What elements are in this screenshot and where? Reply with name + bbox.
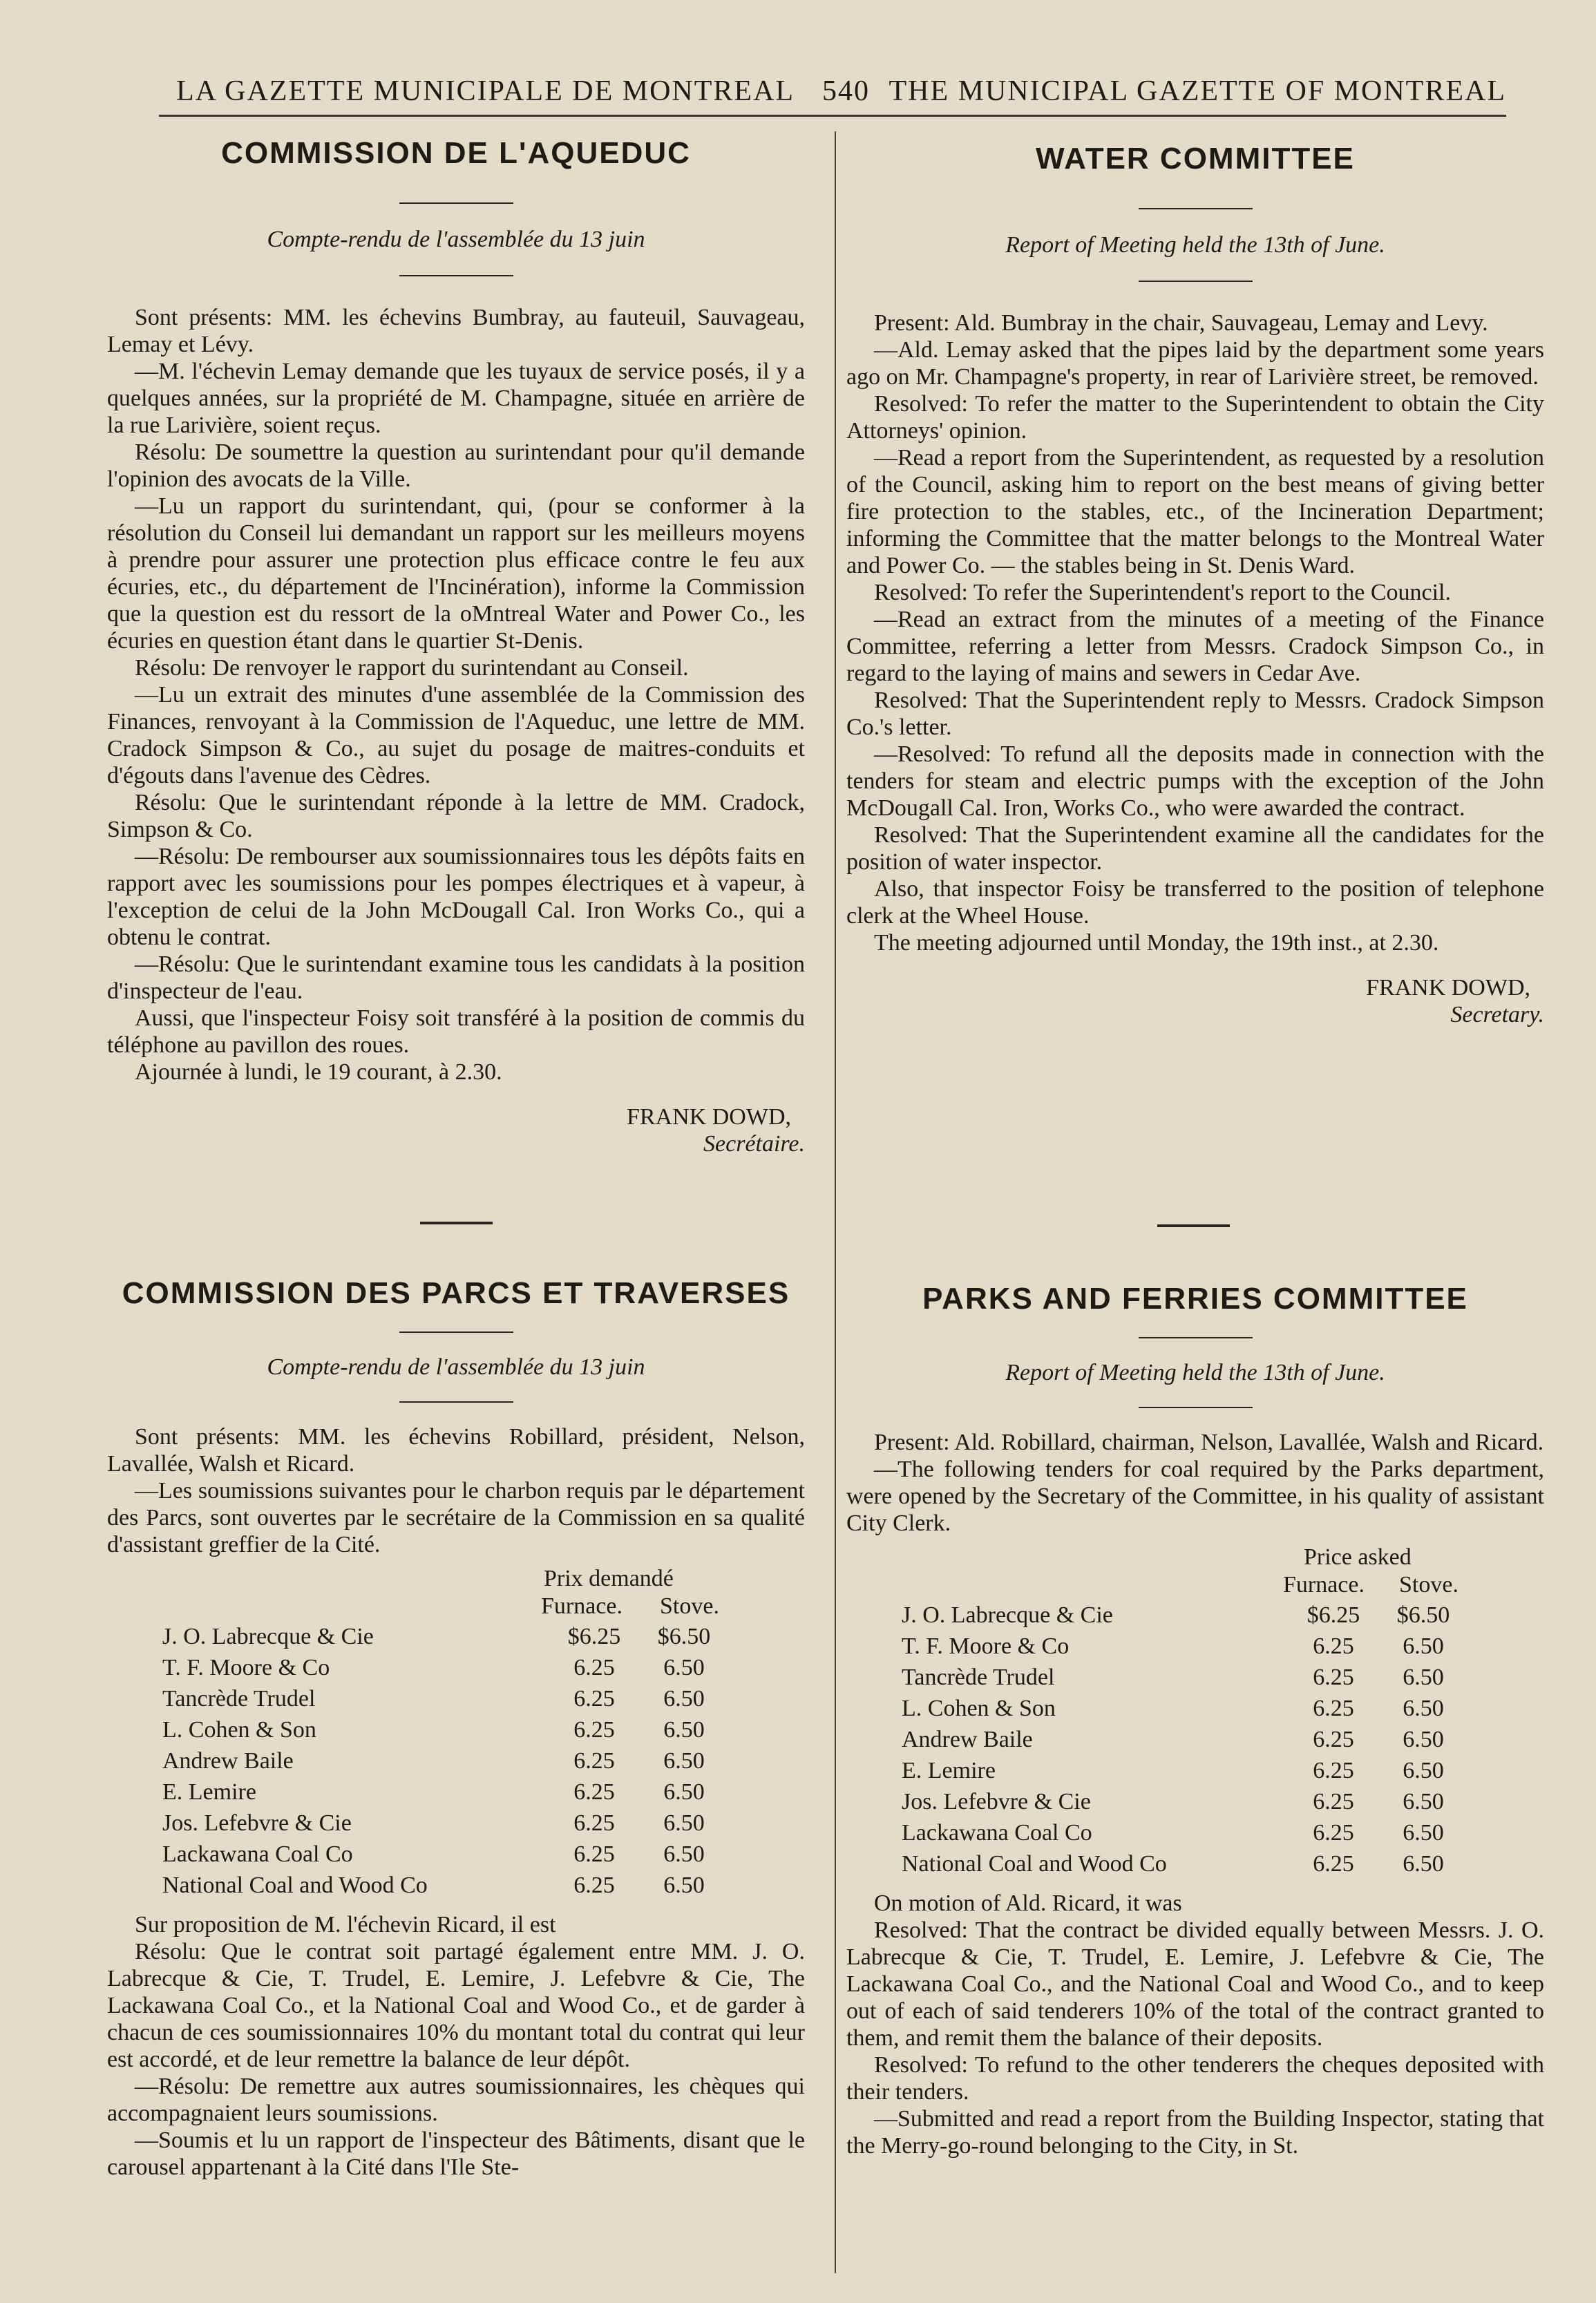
section-en-parks <box>846 1282 1544 2159</box>
furnace-price: 6.25 <box>1313 1758 1354 1783</box>
tender-row <box>902 1849 1468 1880</box>
paragraph: —Résolu: De remettre aux autres soumissionnaires, les chèques qui accompagnaient leurs soumissions. <box>107 2074 805 2126</box>
title-rule <box>399 202 513 204</box>
tender-row <box>902 1756 1468 1787</box>
paragraph: Present: Ald. Robillard, chairman, Nelson, Lavallée, Walsh and Ricard. <box>874 1430 1544 1455</box>
minutes-text <box>846 1429 1544 1537</box>
furnace-price: 6.25 <box>1313 1820 1354 1846</box>
section-subtitle: Report of Meeting held the 13th of June. <box>1005 232 1385 258</box>
header-title-fr: LA GAZETTE MUNICIPALE DE MONTREAL <box>176 75 795 107</box>
stove-price: 6.50 <box>663 1748 705 1774</box>
stove-price: 6.50 <box>663 1686 705 1712</box>
furnace-price: 6.25 <box>573 1686 615 1712</box>
tender-name: J. O. Labrecque & Cie <box>902 1602 1113 1628</box>
price-heading: Prix demandé <box>544 1566 674 1591</box>
title-rule <box>399 1331 513 1333</box>
header-title-en: THE MUNICIPAL GAZETTE OF MONTREAL <box>889 75 1506 107</box>
tender-name: Lackawana Coal Co <box>162 1841 353 1867</box>
subtitle-rule <box>399 275 513 276</box>
tender-row <box>162 1746 729 1777</box>
furnace-price: 6.25 <box>1313 1727 1354 1752</box>
running-head <box>159 75 1506 116</box>
paragraph: —Résolu: De rembourser aux soumissionnaires tous les dépôts faits en rapport avec les soumissions pour les pompes électriques et à vapeur, à l'exception de celui de la John McDougall Cal. Iron Works Co., qui a obtenu le contrat. <box>107 844 805 950</box>
paragraph: Sont présents: MM. les échevins Bumbray, au fauteuil, Sauvageau, Lemay et Lévy. <box>107 305 805 357</box>
tender-row <box>162 1808 729 1839</box>
paragraph: —Ald. Lemay asked that the pipes laid by the department some years ago on Mr. Champagne's property, in rear of Larivière street, be removed. <box>846 337 1544 390</box>
paragraph: —Resolved: To refund all the deposits made in connection with the tenders for steam and electric pumps with the exception of the John McDougall Cal. Iron, Works Co., who were awarded the contract. <box>846 741 1544 821</box>
section-subtitle: Compte-rendu de l'assemblée du 13 juin <box>267 1354 645 1380</box>
paragraph: Resolved: To refund to the other tenderers the cheques deposited with their tenders. <box>846 2052 1544 2105</box>
tender-name: J. O. Labrecque & Cie <box>162 1624 374 1649</box>
paragraph: Résolu: De soumettre la question au surintendant pour qu'il demande l'opinion des avocats de la Ville. <box>107 439 805 492</box>
section-separator <box>420 1222 493 1224</box>
minutes-text <box>846 310 1544 956</box>
tender-row <box>902 1600 1468 1631</box>
paragraph: —Read an extract from the minutes of a meeting of the Finance Committee, referring a letter from Messrs. Cradock Simpson Co., in regard to the laying of mains and sewers in Cedar Ave. <box>846 607 1544 686</box>
tender-name: Lackawana Coal Co <box>902 1820 1092 1846</box>
paragraph: Ajournée à lundi, le 19 courant, à 2.30. <box>135 1059 502 1085</box>
col-stove: Stove. <box>1399 1572 1459 1598</box>
minutes-text <box>107 1911 805 2181</box>
tender-name: National Coal and Wood Co <box>902 1851 1167 1877</box>
furnace-price: 6.25 <box>573 1717 615 1743</box>
stove-price: 6.50 <box>663 1779 705 1805</box>
subtitle-rule <box>1139 1407 1253 1408</box>
col-furnace: Furnace. <box>1283 1572 1365 1598</box>
furnace-price: 6.25 <box>1313 1789 1354 1814</box>
section-separator <box>1157 1224 1230 1227</box>
tender-row <box>902 1818 1468 1849</box>
header-rule <box>159 115 1506 117</box>
signature: FRANK DOWD, <box>1366 975 1530 1001</box>
tender-name: L. Cohen & Son <box>162 1717 316 1743</box>
paragraph: Sont présents: MM. les échevins Robillard, président, Nelson, Lavallée, Walsh et Ricard. <box>107 1424 805 1477</box>
tender-name: E. Lemire <box>162 1779 256 1805</box>
tender-name: Jos. Lefebvre & Cie <box>902 1789 1091 1814</box>
tender-row <box>162 1870 729 1902</box>
price-heading: Price asked <box>1304 1544 1412 1570</box>
furnace-price: 6.25 <box>1313 1633 1354 1659</box>
tender-name: T. F. Moore & Co <box>162 1655 330 1680</box>
paragraph: Resolved: To refer the Superintendent's report to the Council. <box>874 580 1451 605</box>
furnace-price: $6.25 <box>1307 1602 1360 1628</box>
col-furnace: Furnace. <box>541 1593 623 1619</box>
paragraph: Present: Ald. Bumbray in the chair, Sauvageau, Lemay and Levy. <box>874 310 1488 336</box>
tender-name: E. Lemire <box>902 1758 996 1783</box>
minutes-text <box>107 304 805 1086</box>
tender-row <box>162 1777 729 1808</box>
paragraph: —The following tenders for coal required by the Parks department, were opened by the Secretary of the Committee, in his quality of assistant City Clerk. <box>846 1457 1544 1536</box>
stove-price: 6.50 <box>663 1810 705 1836</box>
stove-price: 6.50 <box>1403 1758 1444 1783</box>
paragraph: —Soumis et lu un rapport de l'inspecteur des Bâtiments, disant que le carousel appartenant à la Cité dans l'Ile Ste- <box>107 2127 805 2180</box>
tender-name: L. Cohen & Son <box>902 1696 1056 1721</box>
section-en-water <box>846 142 1544 1028</box>
price-header <box>107 1565 805 1622</box>
tender-row <box>162 1715 729 1746</box>
furnace-price: 6.25 <box>573 1810 615 1836</box>
tender-name: Andrew Baile <box>902 1727 1033 1752</box>
stove-price: 6.50 <box>1403 1696 1444 1721</box>
tender-name: National Coal and Wood Co <box>162 1873 428 1898</box>
tender-row <box>162 1839 729 1870</box>
paragraph: —Résolu: Que le surintendant examine tous les candidats à la position d'inspecteur de l'eau. <box>107 951 805 1004</box>
paragraph: On motion of Ald. Ricard, it was <box>874 1890 1182 1916</box>
paragraph: Resolved: To refer the matter to the Superintendent to obtain the City Attorneys' opinion. <box>846 391 1544 444</box>
stove-price: $6.50 <box>657 1624 711 1649</box>
furnace-price: $6.25 <box>567 1624 621 1649</box>
title-rule <box>1139 1337 1253 1338</box>
stove-price: 6.50 <box>1403 1851 1444 1877</box>
stove-price: 6.50 <box>1403 1633 1444 1659</box>
tender-row <box>902 1725 1468 1756</box>
minutes-text <box>846 1890 1544 2159</box>
paragraph: Résolu: Que le contrat soit partagé également entre MM. J. O. Labrecque & Cie, T. Trudel, E. Lemire, J. Lefebvre & Cie, The Lackawana Coal Co., et la National Coal and Wood Co., et de garder à chacun de ces soumissionnaires 10% du montant total du contrat qui leur est accordé, et de leur remettre la balance de leur dépôt. <box>107 1939 805 2072</box>
stove-price: 6.50 <box>663 1873 705 1898</box>
paragraph: —Submitted and read a report from the Building Inspector, stating that the Merry-go-round belonging to the City, in St. <box>846 2106 1544 2159</box>
paragraph: Resolved: That the Superintendent examine all the candidates for the position of water inspector. <box>846 822 1544 875</box>
tender-table <box>902 1600 1468 1880</box>
section-title: PARKS AND FERRIES COMMITTEE <box>922 1282 1468 1316</box>
paragraph: —Read a report from the Superintendent, as requested by a resolution of the Council, asking him to report on the best means of giving better fire protection to the stables, etc., of the Incineration Department; informing the Committee that the matter belongs to the Montreal Water and Power Co. — the stables being in St. Denis Ward. <box>846 445 1544 578</box>
paragraph: Resolved: That the Superintendent reply to Messrs. Cradock Simpson Co.'s letter. <box>846 688 1544 740</box>
column-divider <box>835 131 836 2273</box>
tender-row <box>162 1653 729 1684</box>
title-rule <box>1139 208 1253 209</box>
subtitle-rule <box>399 1401 513 1403</box>
tender-row <box>902 1787 1468 1818</box>
furnace-price: 6.25 <box>573 1873 615 1898</box>
tender-name: Andrew Baile <box>162 1748 294 1774</box>
stove-price: 6.50 <box>1403 1820 1444 1846</box>
signature-title: Secrétaire. <box>703 1131 805 1157</box>
paragraph: Sur proposition de M. l'échevin Ricard, il est <box>135 1912 556 1937</box>
minutes-text <box>107 1423 805 1558</box>
stove-price: 6.50 <box>663 1717 705 1743</box>
paragraph: The meeting adjourned until Monday, the 19th inst., at 2.30. <box>874 930 1439 956</box>
furnace-price: 6.25 <box>1313 1851 1354 1877</box>
tender-row <box>902 1631 1468 1662</box>
page-number: 540 <box>822 75 870 107</box>
section-fr-parks <box>107 1276 805 2181</box>
paragraph: —Lu un rapport du surintendant, qui, (pour se conformer à la résolution du Conseil lui demandant un rapport sur les meilleurs moyens à prendre pour assurer une protection plus efficace contre le feu aux écuries, etc., du département de l'Incinération), informe la Commission que la question est du ressort de la oMntreal Water and Power Co., les écuries en question étant dans le quartier St-Denis. <box>107 493 805 654</box>
stove-price: 6.50 <box>1403 1665 1444 1690</box>
paragraph: —M. l'échevin Lemay demande que les tuyaux de service posés, il y a quelques années, sur la propriété de M. Champagne, située en arrière de la rue Larivière, soient reçus. <box>107 359 805 438</box>
furnace-price: 6.25 <box>573 1655 615 1680</box>
tender-row <box>902 1662 1468 1694</box>
tender-name: Tancrède Trudel <box>162 1686 316 1712</box>
stove-price: 6.50 <box>663 1655 705 1680</box>
subtitle-rule <box>1139 281 1253 282</box>
section-title: COMMISSION DE L'AQUEDUC <box>221 136 691 170</box>
tender-name: Jos. Lefebvre & Cie <box>162 1810 352 1836</box>
col-stove: Stove. <box>660 1593 719 1619</box>
furnace-price: 6.25 <box>573 1841 615 1867</box>
section-subtitle: Report of Meeting held the 13th of June. <box>1005 1360 1385 1385</box>
paragraph: Resolved: That the contract be divided equally between Messrs. J. O. Labrecque & Cie, T. Trudel, E. Lemire, J. Lefebvre & Cie, The Lackawana Coal Co., and the National Coal and Wood Co., and to keep out of each of said tenderers 10% of the total of the contract granted to them, and remit them the balance of their deposits. <box>846 1917 1544 2051</box>
stove-price: $6.50 <box>1396 1602 1450 1628</box>
stove-price: 6.50 <box>1403 1727 1444 1752</box>
signature: FRANK DOWD, <box>627 1104 791 1130</box>
section-subtitle: Compte-rendu de l'assemblée du 13 juin <box>267 227 645 252</box>
paragraph: Aussi, que l'inspecteur Foisy soit transféré à la position de commis du téléphone au pavillon des roues. <box>107 1005 805 1058</box>
furnace-price: 6.25 <box>1313 1665 1354 1690</box>
stove-price: 6.50 <box>663 1841 705 1867</box>
tender-row <box>162 1622 729 1653</box>
tender-name: Tancrède Trudel <box>902 1665 1055 1690</box>
paragraph: Also, that inspector Foisy be transferred to the position of telephone clerk at the Wheel House. <box>846 876 1544 929</box>
tender-table <box>162 1622 729 1902</box>
paragraph: Résolu: Que le surintendant réponde à la lettre de MM. Cradock, Simpson & Co. <box>107 790 805 842</box>
furnace-price: 6.25 <box>1313 1696 1354 1721</box>
paragraph: Résolu: De renvoyer le rapport du surintendant au Conseil. <box>135 655 689 681</box>
paragraph: —Lu un extrait des minutes d'une assemblée de la Commission des Finances, renvoyant à la Commission de l'Aqueduc, une lettre de MM. Cradock Simpson & Co., au sujet du posage de maitres-conduits et d'égouts dans l'avenue des Cèdres. <box>107 682 805 788</box>
section-fr-water <box>107 136 805 1157</box>
signature-title: Secretary. <box>1450 1002 1544 1027</box>
tender-row <box>162 1684 729 1715</box>
furnace-price: 6.25 <box>573 1748 615 1774</box>
section-title: WATER COMMITTEE <box>1036 142 1355 176</box>
section-title: COMMISSION DES PARCS ET TRAVERSES <box>122 1276 790 1310</box>
stove-price: 6.50 <box>1403 1789 1444 1814</box>
tender-name: T. F. Moore & Co <box>902 1633 1070 1659</box>
paragraph: —Les soumissions suivantes pour le charbon requis par le département des Parcs, sont ouvertes par le secrétaire de la Commission en sa qualité d'assistant greffier de la Cité. <box>107 1478 805 1557</box>
tender-row <box>902 1694 1468 1725</box>
furnace-price: 6.25 <box>573 1779 615 1805</box>
price-header <box>846 1544 1544 1600</box>
